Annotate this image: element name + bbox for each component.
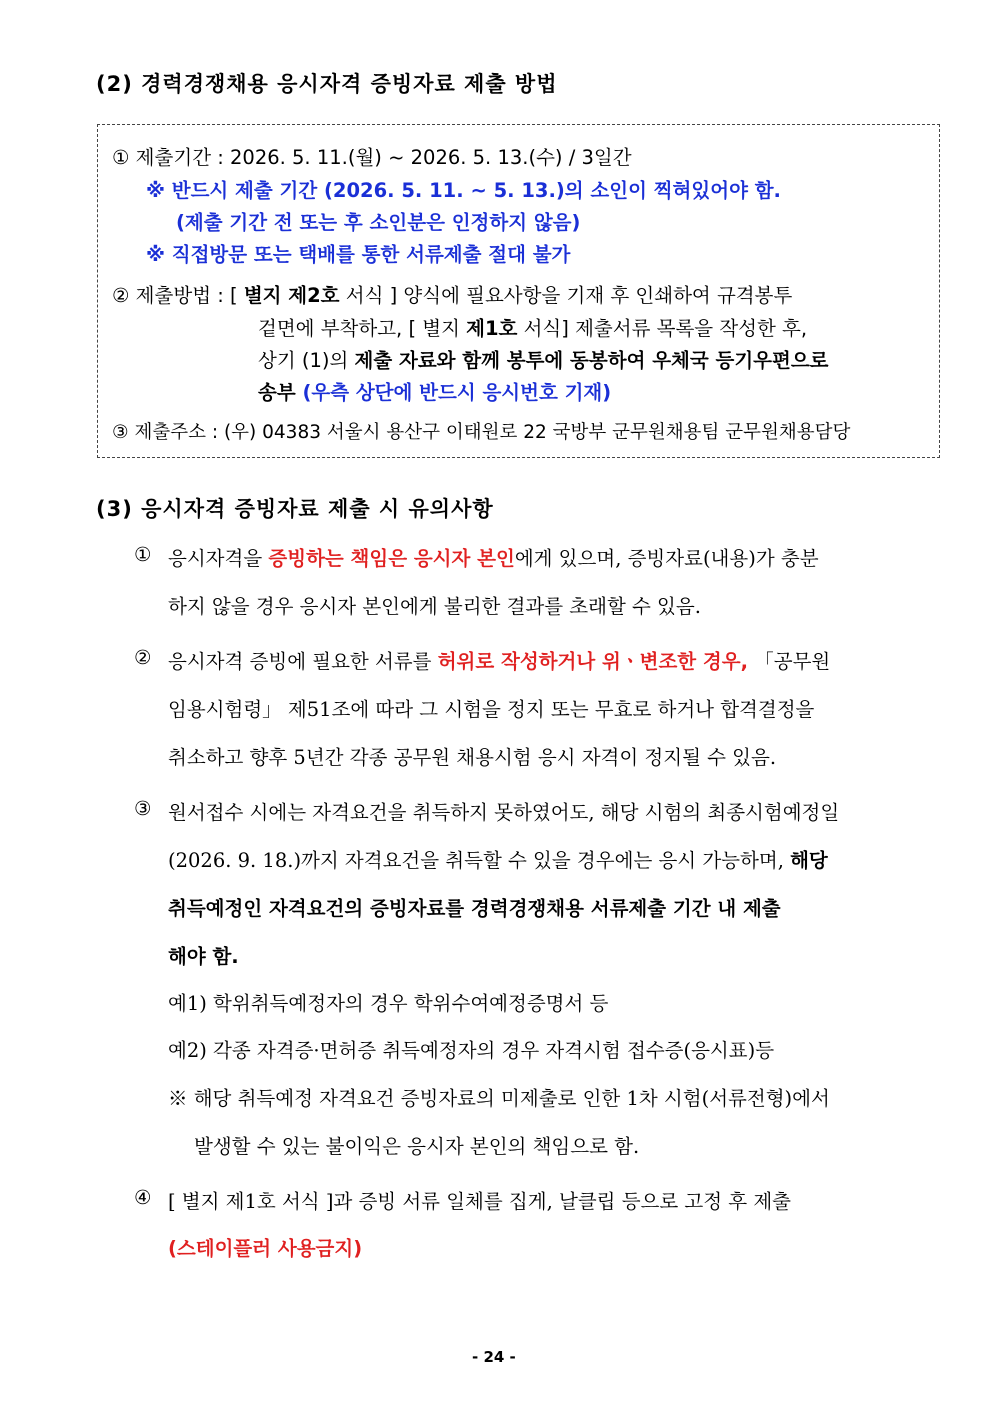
section-3-title: (3) 응시자격 증빙자료 제출 시 유의사항 [96,497,494,521]
note-text: (2026. 9. 18.)까지 자격요건을 취득할 수 있을 경우에는 응시 가능하며, [168,849,791,872]
period-value: 2026. 5. 11.(월) ~ 2026. 5. 13.(수) / 3일간 [230,146,632,169]
period-label: ① 제출기간 : [112,146,230,169]
method-line-1 [112,280,927,308]
method-text: 송부 [258,381,303,404]
method-line-4 [258,377,611,405]
note-3-caution-2: 발생할 수 있는 불이익은 응시자 본인의 책임으로 함. [194,1135,640,1158]
note-1-responsibility: 증빙하는 책임은 응시자 본인 [268,547,515,570]
note-2-line-2: 임용시험령」 제51조에 따라 그 시험을 정지 또는 무효로 하거나 합격결정을 [168,698,815,721]
address-line [112,418,850,444]
note-text: 응시자격을 [168,547,269,570]
period-note-not-accepted: (제출 기간 전 또는 후 소인분은 인정하지 않음) [176,211,581,234]
method-text: 상기 (1)의 [258,349,355,372]
note-3-bold: 해당 [790,849,828,872]
period-note-postmark: ※ 반드시 제출 기간 (2026. 5. 11. ~ 5. 13.)의 소인이 찍혀있어야 함. [146,179,781,202]
method-line-3 [258,345,829,373]
method-line-2 [258,313,807,341]
note-3-line-2 [168,845,828,873]
note-3-number: ③ [134,797,152,820]
method-text: [ [230,284,244,307]
note-text: 「공무원 [748,650,831,673]
section-2-title: (2) 경력경쟁채용 응시자격 증빙자료 제출 방법 [96,72,558,96]
period-line [112,142,632,170]
address-value: (우) 04383 서울시 용산구 이태원로 22 국방부 군무원채용팀 군무원채용담당 [223,422,851,443]
note-1-line-1 [168,543,819,571]
note-2-forgery: 허위로 작성하거나 위ㆍ변조한 경우, [437,650,749,673]
note-4-line-1: [ 별지 제1호 서식 ]과 증빙 서류 일체를 집게, 날클립 등으로 고정 후 제출 [168,1190,792,1213]
note-3-line-4: 해야 함. [168,945,239,968]
note-2-line-3: 취소하고 향후 5년간 각종 공무원 채용시험 응시 자격이 정지될 수 있음. [168,746,777,769]
address-label: ③ 제출주소 : [112,422,224,443]
method-registered-mail: 제출 자료와 함께 봉투에 동봉하여 우체국 등기우편으로 [354,349,829,372]
note-3-caution-1: ※ 해당 취득예정 자격요건 증빙자료의 미제출로 인한 1차 시험(서류전형)에서 [168,1087,830,1110]
note-4-number: ④ [134,1186,152,1209]
method-label: ② 제출방법 : [112,284,230,307]
page-number: - 24 - [472,1348,516,1366]
method-form1: 제1호 [466,317,518,340]
note-2-number: ② [134,646,152,669]
note-3-line-3: 취득예정인 자격요건의 증빙자료를 경력경쟁채용 서류제출 기간 내 제출 [168,897,781,920]
note-3-example-2: 예2) 각종 자격증·면허증 취득예정자의 경우 자격시험 접수증(응시표)등 [168,1039,775,1062]
method-text: 겉면에 부착하고, [ 별지 [258,317,467,340]
method-note-applicant-number: (우측 상단에 반드시 응시번호 기재) [302,381,612,404]
note-text: 에게 있으며, 증빙자료(내용)가 충분 [514,547,819,570]
method-form2: 별지 제2호 [243,284,340,307]
note-1-number: ① [134,543,152,566]
method-text: 서식 ] 양식에 필요사항을 기재 후 인쇄하여 규격봉투 [339,284,793,307]
note-3-line-1: 원서접수 시에는 자격요건을 취득하지 못하였어도, 해당 시험의 최종시험예정일 [168,801,840,824]
note-3-example-1: 예1) 학위취득예정자의 경우 학위수여예정증명서 등 [168,992,609,1015]
period-note-no-visit: ※ 직접방문 또는 택배를 통한 서류제출 절대 불가 [146,243,571,266]
note-1-line-2: 하지 않을 경우 응시자 본인에게 불리한 결과를 초래할 수 있음. [168,595,701,618]
method-text: 서식] 제출서류 목록을 작성한 후, [517,317,808,340]
note-4-no-stapler: (스테이플러 사용금지) [168,1237,363,1260]
note-2-line-1 [168,646,830,674]
note-text: 응시자격 증빙에 필요한 서류를 [168,650,438,673]
